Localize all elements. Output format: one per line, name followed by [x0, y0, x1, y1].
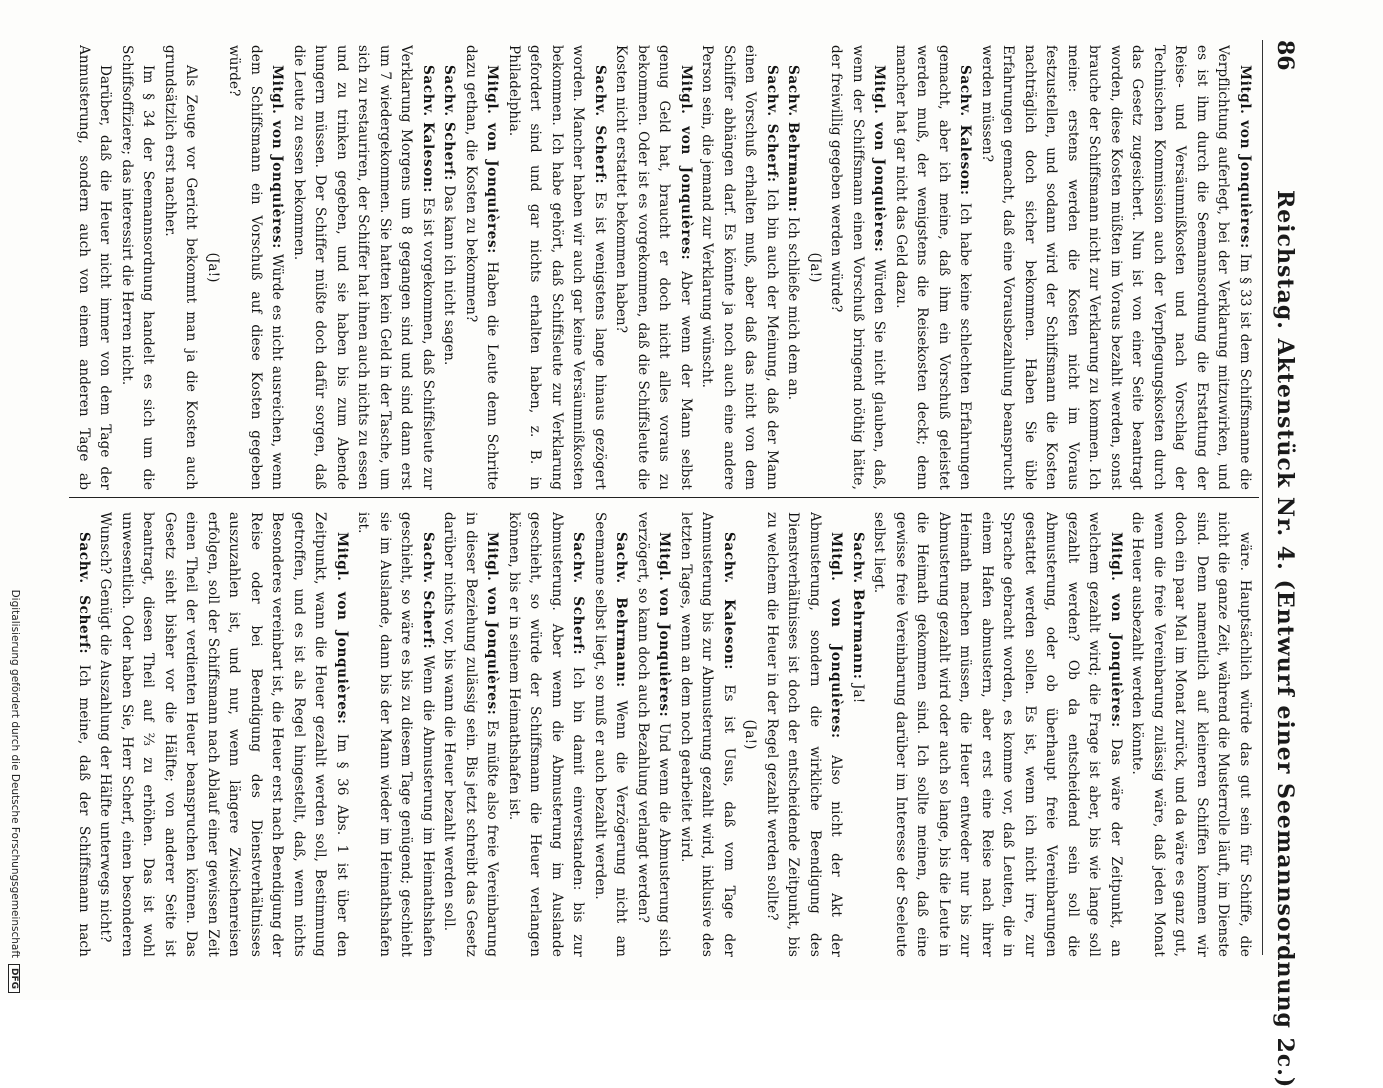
- paragraph: [890, 45, 976, 490]
- speaker-name: Mitgl. von Jonquières:: [484, 65, 501, 254]
- paragraph-text: Ja!: [850, 683, 866, 704]
- right-column: [75, 512, 1255, 957]
- paragraph-text: Im § 36 Abs. 1 ist über den Zeitpunkt, wann die Heuer gezahlt werden soll, Bestimmung getroffen, und es ist als Regel hingestellt, daß, wenn nichts Besonderes vereinbart ist, die Heuer erst nach Beendigung der Reise oder bei Beendigung des Dienstverhältnisses auszuzahlen ist, und nur, wenn längere Zwischenreisen erfolgen, soll der Schiffsmann nach Ablauf einer gewissen Zeit einen Theil der verdienten Heuer beanspruchen können. Das Gesetz sieht bisher vor die Hälfte; von anderer Seite ist beantragt, diesen Theil auf ⅔ zu erhöhen. Das ist wohl unwesentlich. Oder haben Sie, Herr Scherf, einen besonderen Wunsch? Genügt die Auszahlung der Hälfte unterwegs nicht?: [97, 512, 350, 957]
- speaker-name: Mitgl. von Jonquières:: [334, 532, 350, 725]
- speaker-name: Mitgl. von Jonquières:: [484, 532, 501, 716]
- page-running-title: Reichstag. Aktenstück Nr. 4. (Entwurf einer Seemannsordnung 2c.): [1272, 190, 1298, 1088]
- speaker-name: Sachv. Scherf:: [570, 532, 587, 656]
- paragraph: [825, 45, 890, 490]
- paragraph-text: Aber wenn der Mann selbst genug Geld hat, braucht er doch nicht alles voraus zu bekommen. Oder ist es vorgekommen, daß die Schiffsleute die Kosten nicht erstattet bekommen haben?: [613, 45, 694, 490]
- paragraph-text: Ich bin damit einverstanden: bis zur Abmusterung. Aber wenn die Abmusterung im Auslande geschieht, so würde der Schiffsmann die Heuer verlangen können, bis er in seinem Heimathshafen ist.: [506, 512, 587, 957]
- paragraph: [847, 512, 869, 957]
- paragraph-text: Als Zeuge vor Gericht bekommt man ja die Kosten auch grundsätzlich erst nachher.: [162, 45, 200, 490]
- paragraph-text: Ich meine, daß der Schiffsmann nach: [76, 664, 92, 957]
- paragraph: [503, 512, 589, 957]
- paragraph: [589, 512, 632, 957]
- paragraph: [739, 512, 761, 957]
- speaker-name: Sachv. Scherf:: [764, 65, 780, 183]
- speaker-name: Mitgl. von Jonquières:: [871, 65, 888, 253]
- paragraph: [696, 45, 782, 490]
- speaker-name: Sachv. Kaleson:: [721, 532, 737, 670]
- paragraph: [503, 45, 611, 490]
- paragraph-text: (Ja!): [742, 719, 759, 750]
- paragraph: [75, 512, 94, 957]
- paragraph-text: Haben die Leute denn Schritte dazu gethan, die Kosten zu bekommen?: [463, 45, 501, 490]
- speaker-name: Sachv. Kaleson:: [957, 65, 974, 196]
- paragraph-text: Ich bin auch der Meinung, daß der Mann einen Vorschuß erhalten muß, aber daß das nicht von dem Schiffer abhängen darf. Es könnte ja noch auch eine andere Person sein, die jemand zur Verklarung wünscht.: [699, 45, 780, 490]
- paragraph: [1126, 512, 1255, 957]
- paragraph: [202, 45, 224, 490]
- header-rule: [1262, 40, 1263, 955]
- dfg-logo: DFG: [8, 964, 20, 993]
- paragraph: [438, 512, 503, 957]
- paragraph-text: Im § 33 ist dem Schiffsmanne die Verpflichtung auferlegt, bei der Verklarung mitzuwirken, und es ist ihm durch die Seemannsordnung die Erstattung der Reise- und Versäumnißkosten und nach Vorschlag der Technischen Kommission auch der Verpflegungskosten durch das Gesetz zugesichert. Nun ist von einer Seite beantragt worden, diese Kosten müßten im Voraus bezahlt werden, sonst brauche der Schiffsmann nicht zur Verklarung zu kommen. Ich meine: erstens werden die Kosten nicht im Voraus festzustellen, und sodann wird der Schiffsmann die Kosten nachträglich doch sicher bekommen. Haben Sie üble Erfahrungen gemacht, daß eine Vorausbezahlung beansprucht werden müssen?: [979, 45, 1253, 490]
- paragraph: [460, 45, 503, 490]
- paragraph: [761, 512, 847, 957]
- left-column: [75, 45, 1255, 490]
- paragraph-text: Ich schließe mich dem an.: [785, 216, 802, 401]
- paragraph-text: Es ist Usus, daß vom Tage der Anmusterung bis zur Abmusterung gezahlt wird, inklusive des letzten Tages, wenn an dem noch gearbeitet wird.: [678, 512, 737, 957]
- speaker-name: Sachv. Kaleson:: [420, 65, 436, 193]
- speaker-name: Sachv. Scherf:: [592, 65, 608, 185]
- speaker-name: Mitgl. von Jonquières:: [269, 65, 286, 249]
- paragraph: [804, 45, 826, 490]
- page-number: 86: [1272, 40, 1298, 71]
- paragraph: [782, 45, 804, 490]
- speaker-name: Mitgl. von Jonquières:: [1108, 532, 1124, 728]
- speaker-name: Sachv. Behrmann:: [850, 532, 866, 680]
- digitization-credit: [5, 8, 21, 993]
- paragraph: [675, 512, 740, 957]
- paragraph-text: wäre. Hauptsächlich würde das gut sein für Schiffe, die nicht die ganze Zeit, während die Musterrolle läuft, im Dienste sind. Denn namentlich auf kleineren Schiffen kommen wir doch ein paar Mal im Monat zurück, und da wäre es ganz gut, wenn die freie Vereinbarung zulässig wäre, daß jeden Monat die Heuer ausbezahlt werden könnte.: [1129, 512, 1253, 957]
- paragraph-text: Also nicht der Akt der Abmusterung, sondern die wirkliche Beendigung des Dienstverhältnisses ist doch der entscheidende Zeitpunkt, bis zu welchem die Heuer in der Regel gezahlt werden sollte?: [764, 512, 845, 957]
- paragraph: [352, 512, 438, 957]
- paragraph-text: Ich habe keine schlechten Erfahrungen gemacht, aber ich meine, daß ihm ein Vorschuß geleistet werden muß, der wenigstens die Reisekosten deckt; denn mancher hat gar nicht das Geld dazu.: [893, 45, 974, 490]
- paragraph: [94, 512, 352, 957]
- paragraph: [223, 45, 288, 490]
- paragraph: [159, 45, 202, 490]
- paragraph-text: (Ja!): [205, 252, 221, 283]
- speaker-name: Mitgl. von Jonquières:: [1237, 65, 1253, 249]
- paragraph-text: Es ist wenigstens lange hinaus gezögert worden. Mancher haben wir auch gar keine Versäumnißkosten bekommen. Ich habe gehört, daß Schiffsleute zur Verklarung gefordert sind und gar nichts erhalten haben, z. B. in Philadelphia.: [506, 45, 608, 490]
- paragraph: [288, 45, 439, 490]
- paragraph: [75, 45, 116, 490]
- speaker-name: Mitgl. von Jonquières:: [656, 532, 673, 718]
- paragraph-text: Das kann ich nicht sagen.: [441, 185, 458, 366]
- speaker-name: Mitgl. von Jonquières:: [828, 532, 845, 739]
- paragraph-text: (Ja!): [807, 252, 823, 283]
- paragraph-text: Darüber, daß die Heuer nicht immer von dem Tage der Anmusterung, sondern auch von einem anderen Tage ab: [76, 45, 114, 490]
- paragraph: [116, 45, 159, 490]
- speaker-name: Sachv. Behrmann:: [613, 532, 630, 688]
- paragraph-text: Würde es nicht ausreichen, wenn dem Schiffsmann ein Vorschuß auf diese Kosten gegeben würde?: [226, 45, 286, 490]
- speaker-name: Sachv. Scherf:: [441, 65, 458, 181]
- paragraph-text: Würden Sie nicht glauben, daß, wenn der Schiffsmann einen Vorschuß bringend nöthig hätte, der freiwillig gegeben werden würde?: [828, 45, 888, 490]
- speaker-name: Sachv. Scherf:: [76, 532, 92, 655]
- speaker-name: Sachv. Scherf:: [420, 532, 436, 650]
- paragraph: [632, 512, 675, 957]
- paragraph-text: Das wäre der Zeitpunkt, an welchem gezahlt wird; die Frage ist aber, bis wie lange soll gezahlt werden? Ob da entscheidend sein soll die Abmusterung, oder ob überhaupt freie Vereinbarungen gestattet werden sollen. Es ist, wenn ich nicht irre, zur Sprache gebracht worden, es komme vor, daß Leuten, die in einem Hafen abmustern, aber erst eine Reise nach ihrer Heimath machen müssen, die Heuer entweder nur bis zur Abmusterung gezahlt wird oder auch so lange, bis die Leute in die Heimath gekommen sind. Ich sollte meinen, daß eine gewisse freie Vereinbarung darüber im Interesse der Seeleute selbst liegt.: [871, 512, 1124, 957]
- speaker-name: Mitgl. von Jonquières:: [678, 65, 694, 261]
- paragraph-text: Und wenn die Abmusterung sich verzögert, so kann doch auch Bezahlung verlangt werden?: [635, 512, 673, 957]
- column-divider: [69, 497, 1259, 498]
- paragraph: [438, 45, 460, 490]
- paragraph-text: Wenn die Verzögerung nicht am Seemanne selbst liegt, so muß er auch bezahlt werden.: [592, 512, 630, 957]
- page-header: [1258, 40, 1298, 1088]
- paragraph: [976, 45, 1256, 490]
- credit-text: Digitalisierung gefördert durch die Deutsche Forschungsgemeinschaft: [9, 589, 21, 958]
- paragraph-text: Im § 34 der Seemannsordnung handelt es sich um die Schiffsoffiziere; das interessirt die Herren nicht.: [119, 45, 157, 490]
- speaker-name: Sachv. Behrmann:: [785, 65, 802, 213]
- paragraph: [610, 45, 696, 490]
- paragraph: [868, 512, 1126, 957]
- paragraph-text: Es müßte also freie Vereinbarung in dieser Beziehung zulässig sein. Bis jetzt schreibt das Gesetz darüber nichts vor, bis wann die Heuer bezahlt werden soll.: [441, 512, 501, 957]
- paragraph-text: Es ist vorgekommen, daß Schiffsleute zur Verklarung Morgens um 8 gegangen sind und sind dann erst um 7 wiedergekommen. Sie hatten kein Geld in der Tasche, um sich zu restauriren, der Schiffer hat ihnen auch nichts zu essen und zu trinken gegeben, und sie haben bis zum Abende hungern müssen. Der Schiffer müßte doch dafür sorgen, daß die Leute zu essen bekommen.: [291, 45, 436, 490]
- paragraph-text: Wenn die Abmusterung im Heimathshafen geschieht, so wäre es bis zu diesem Tage genügend; geschieht sie im Auslande, dann bis der Mann wieder im Heimathshafen ist.: [355, 512, 436, 957]
